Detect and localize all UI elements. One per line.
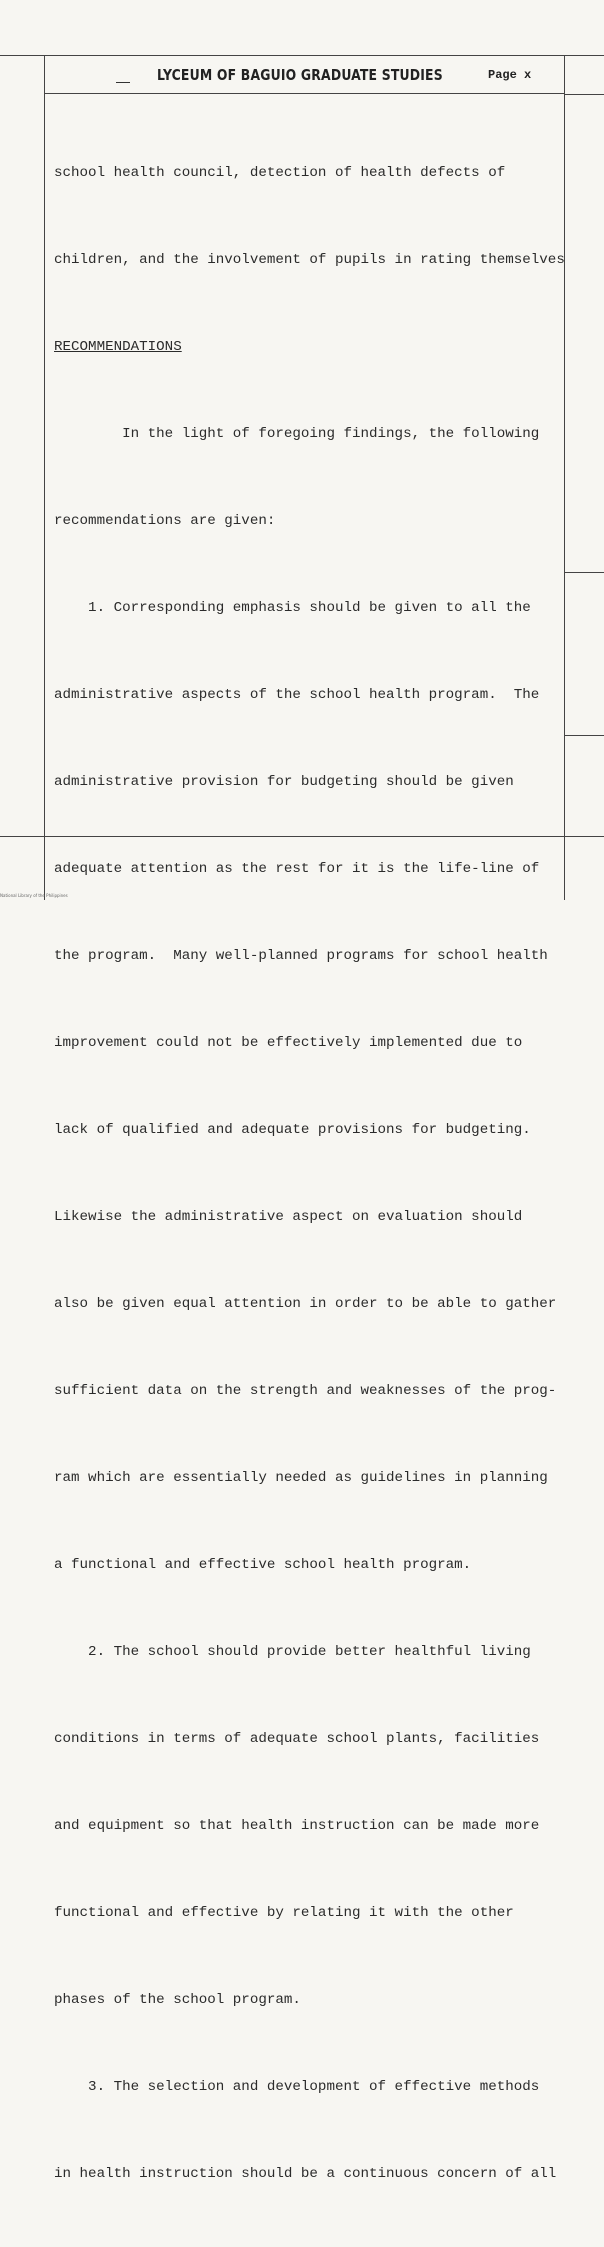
text-line: a functional and effective school health program. bbox=[54, 1557, 472, 1573]
text-line: 2. The school should provide better healthful living bbox=[54, 1644, 531, 1660]
text-line: conditions in terms of adequate school plants, facilities bbox=[54, 1731, 540, 1747]
text-line: administrative provision for budgeting should be given bbox=[54, 774, 514, 790]
text-line: adequate attention as the rest for it is the life-line of bbox=[54, 861, 540, 877]
header-bottom-line bbox=[44, 93, 564, 94]
footer-note: National Library of the Philippines bbox=[0, 893, 68, 898]
text-line: the program. Many well-planned programs for school health bbox=[54, 948, 548, 964]
margin-tick-1 bbox=[564, 94, 604, 95]
text-line: ram which are essentially needed as guidelines in planning bbox=[54, 1470, 548, 1486]
text-line: and equipment so that health instruction can be made more bbox=[54, 1818, 540, 1834]
frame-left-line bbox=[44, 55, 45, 900]
text-line: also be given equal attention in order to be able to gather bbox=[54, 1296, 557, 1312]
margin-tick-3 bbox=[564, 735, 604, 736]
page-number bbox=[488, 68, 531, 82]
text-line: Likewise the administrative aspect on evaluation should bbox=[54, 1209, 523, 1225]
text-line: administrative aspects of the school health program. The bbox=[54, 687, 540, 703]
text-line: improvement could not be effectively implemented due to bbox=[54, 1035, 523, 1051]
text-line: In the light of foregoing findings, the following bbox=[54, 426, 540, 442]
text-line: school health council, detection of health defects of bbox=[54, 165, 506, 181]
section-heading: RECOMMENDATIONS bbox=[54, 339, 182, 355]
page-number-value: x bbox=[524, 68, 532, 82]
body-text bbox=[54, 101, 564, 2247]
text-line: children, and the involvement of pupils in rating themselves bbox=[54, 252, 565, 268]
margin-tick-2 bbox=[564, 572, 604, 573]
text-line: functional and effective by relating it with the other bbox=[54, 1905, 514, 1921]
frame-top-line bbox=[0, 55, 604, 56]
header-dash bbox=[116, 82, 130, 83]
text-line: 1. Corresponding emphasis should be given to all the bbox=[54, 600, 531, 616]
page-label: Page bbox=[488, 68, 517, 82]
text-line: lack of qualified and adequate provisions for budgeting. bbox=[54, 1122, 531, 1138]
text-line: recommendations are given: bbox=[54, 513, 276, 529]
text-line: phases of the school program. bbox=[54, 1992, 301, 2008]
text-line: in health instruction should be a continuous concern of all bbox=[54, 2166, 557, 2182]
text-line: sufficient data on the strength and weaknesses of the prog- bbox=[54, 1383, 557, 1399]
page-header-title: LYCEUM OF BAGUIO GRADUATE STUDIES bbox=[157, 66, 443, 84]
frame-right-line bbox=[564, 55, 565, 900]
text-line: 3. The selection and development of effective methods bbox=[54, 2079, 540, 2095]
